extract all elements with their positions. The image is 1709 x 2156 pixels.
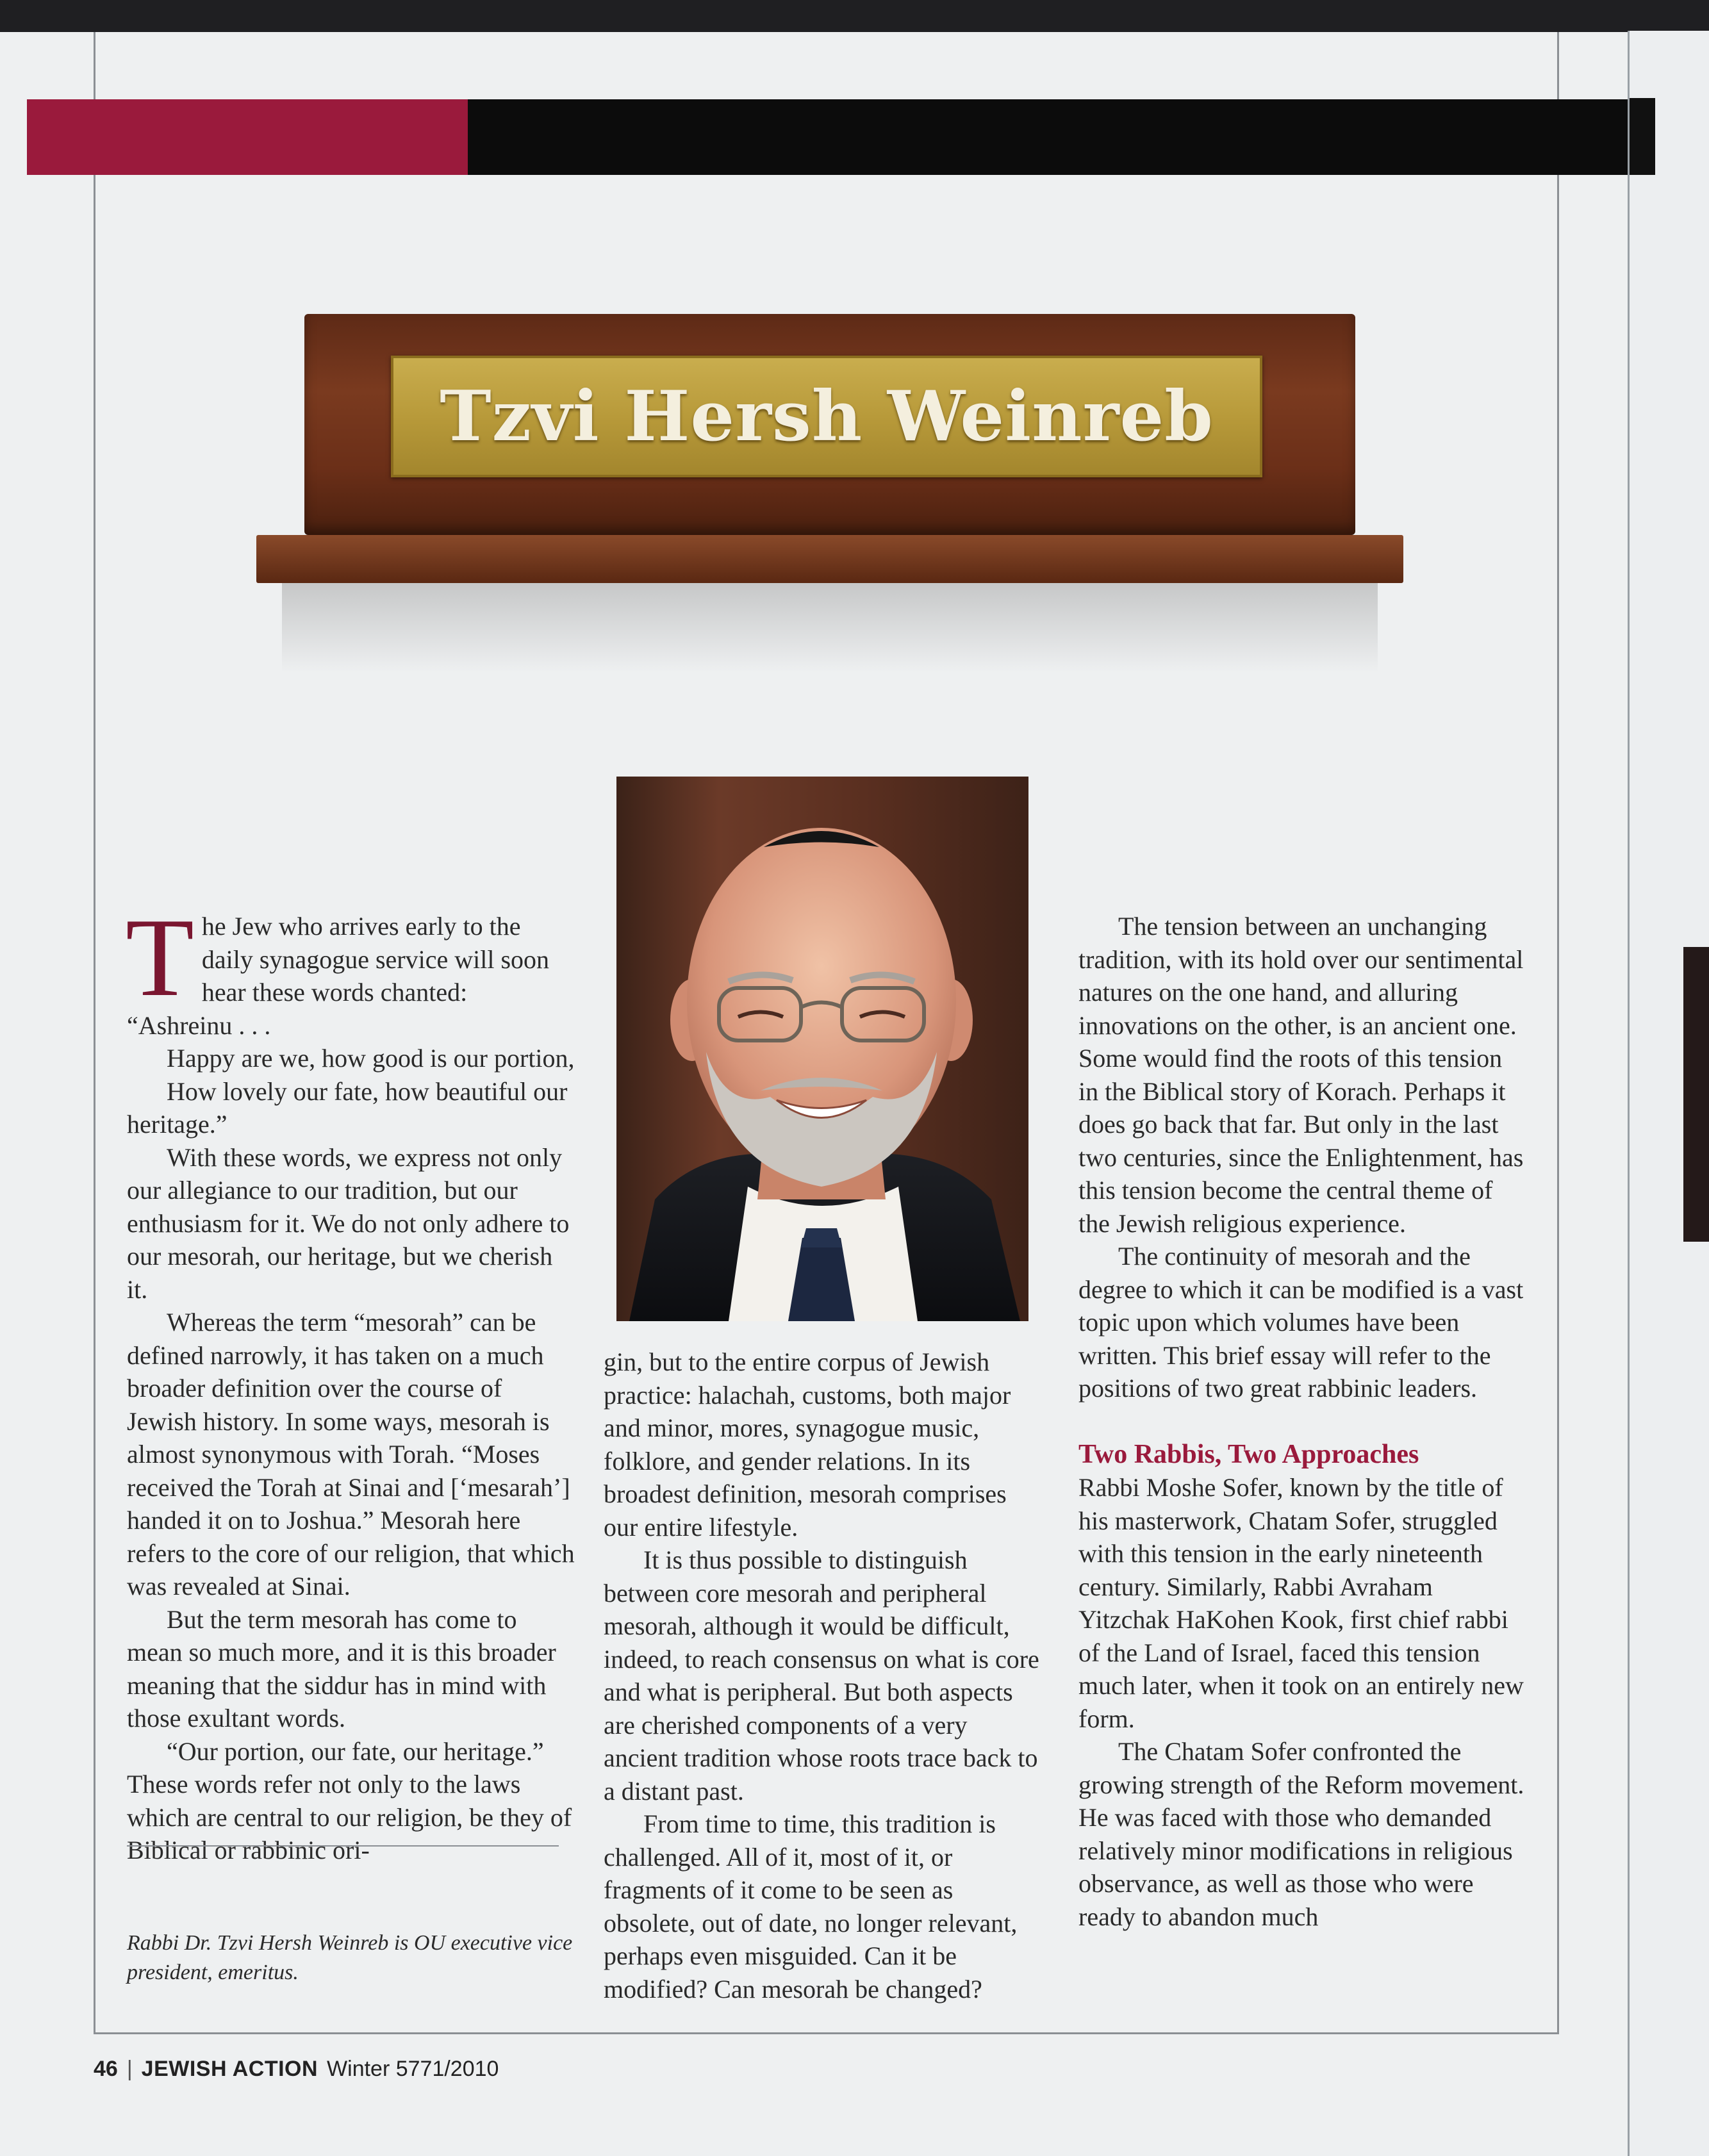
nameplate-wood-base: [256, 535, 1403, 583]
article-paragraph: It is thus possible to distinguish between core mesorah and peripheral mesorah, although it would be difficult, indeed, to reach consensus on what is core and what is peripheral. But both aspects are cherished components of a very ancient tradition whose roots trace back to a distant past.: [604, 1545, 1039, 1806]
article-paragraph: But the term mesorah has come to mean so much more, and it is this broader meaning that the siddur has in mind with those exultant words.: [127, 1604, 556, 1732]
page-number: 46: [94, 2057, 118, 2081]
lead-text: he Jew who arrives early to the daily synagogue service will soon hear these words chanted:: [201, 912, 550, 1007]
header-accent-band: [27, 99, 468, 175]
article-paragraph: From time to time, this tradition is challenged. All of it, most of it, or fragments of it come to be seen as obsolete, out of date, no longer relevant, perhaps even misguided. Can it be modified? Can mesorah be changed?: [604, 1809, 1018, 2004]
article-lead-paragraph: [126, 895, 575, 1019]
article-paragraph: Whereas the term “mesorah” can be defined narrowly, it has taken on a much broader definition over the course of Jewish history. In some ways, mesorah is almost synonymous with Torah. “Moses received the Torah at Sinai and [‘mesarah’] handed it on to Joshua.” Mesorah here refers to the core of our religion, that which was revealed at Sinai.: [127, 1308, 575, 1601]
article-paragraph: gin, but to the entire corpus of Jewish practice: halachah, customs, both major and minor, mores, synagogue music, folklore, and gender relations. In its broadest definition, mesorah comprises our entire lifestyle.: [604, 1347, 1011, 1542]
article-paragraph: How lovely our fate, how beautiful our heritage.”: [127, 1076, 568, 1139]
article-paragraph: “Our portion, our fate, our heritage.” These words refer not only to the laws which are central to our religion, be they of Biblical or rabbinic ori-: [127, 1736, 572, 1864]
desk-nameplate: [256, 314, 1403, 679]
nameplate-brass-plaque: [391, 356, 1262, 477]
article-paragraph: “Ashreinu . . .: [127, 1010, 271, 1040]
article-column-3: [1078, 910, 1527, 1933]
bio-divider: [127, 1845, 559, 1847]
drop-cap: T: [126, 895, 194, 1019]
facing-page-band: [1630, 98, 1655, 175]
article-paragraph: Rabbi Moshe Sofer, known by the title of his masterwork, Chatam Sofer, struggled with this tension in the early nineteenth century. Similarly, Rabbi Avraham Yitzchak HaKohen Kook, first chief rabbi of the Land of Israel, faced this tension much later, when it took on an entirely new form.: [1078, 1473, 1524, 1733]
portrait-illustration: [616, 777, 1028, 1321]
header-black-band: [468, 99, 1628, 175]
footer-separator: |: [126, 2057, 133, 2081]
article-paragraph: With these words, we express not only our allegiance to our tradition, but our enthusiasm for it. We do not only adhere to our mesorah, our heritage, but we cherish it.: [127, 1142, 570, 1304]
publication-name: JEWISH ACTION: [141, 2057, 318, 2081]
section-subhead: Two Rabbis, Two Approaches: [1078, 1439, 1419, 1469]
article-column-2: [604, 1345, 1046, 2005]
facing-page-edge: [1628, 31, 1709, 2156]
author-bio: Rabbi Dr. Tzvi Hersh Weinreb is OU executive vice president, emeritus.: [127, 1931, 573, 1984]
author-name: Tzvi Hersh Weinreb: [440, 376, 1214, 457]
portrait-photo: [616, 777, 1028, 1321]
article-paragraph: The tension between an unchanging tradition, with its hold over our sentimental natures on the one hand, and alluring innovations on the other, is an ancient one. Some would find the roots of this tension in the Biblical story of Korach. Perhaps it does go back that far. But only in the last two centuries, since the Enlightenment, has this tension become the central theme of the Jewish religious experience.: [1078, 912, 1524, 1238]
article-paragraph: The Chatam Sofer confronted the growing strength of the Reform movement. He was faced with those who demanded relatively minor modifications in religious observance, as well as those who were ready to abandon much: [1078, 1737, 1524, 1931]
page-footer: [94, 2057, 499, 2082]
facing-page-image-strip: [1683, 947, 1709, 1242]
article-paragraph: Happy are we, how good is our portion,: [167, 1044, 575, 1073]
issue-date: Winter 5771/2010: [327, 2057, 499, 2081]
article-paragraph: The continuity of mesorah and the degree to which it can be modified is a vast topic upon which volumes have been written. This brief essay will refer to the positions of two great rabbinic leaders.: [1078, 1242, 1524, 1403]
nameplate-shadow: [282, 583, 1378, 673]
article-column-1: [126, 895, 575, 1867]
